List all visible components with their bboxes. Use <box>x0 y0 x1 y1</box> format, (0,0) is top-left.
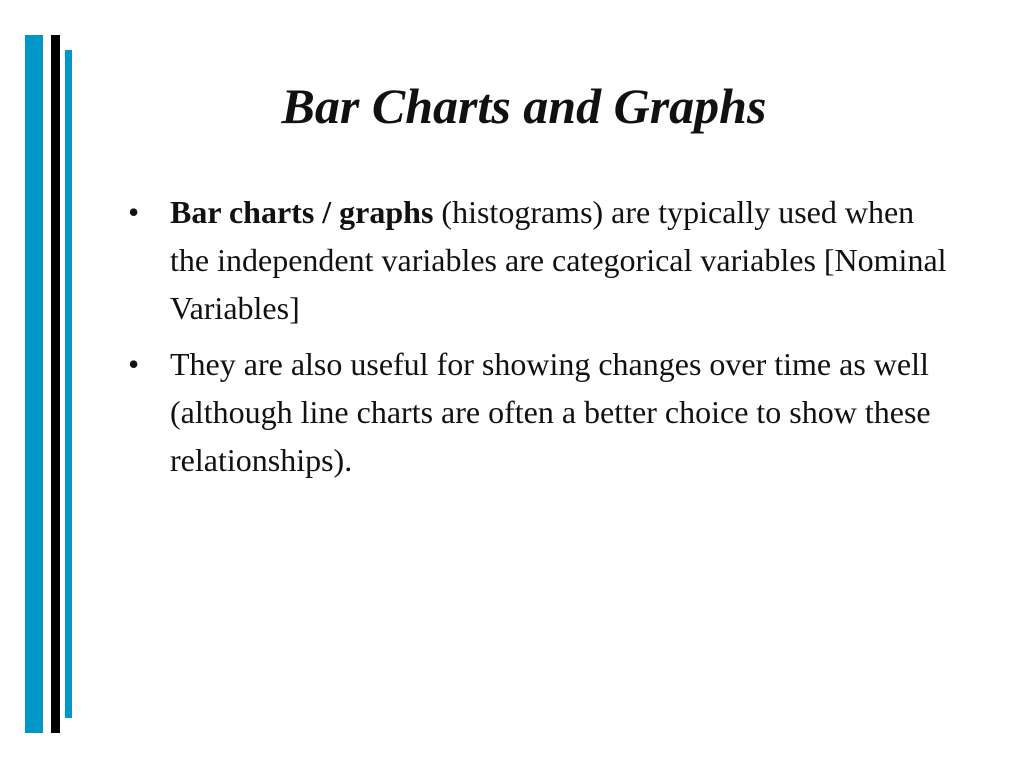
slide-title: Bar Charts and Graphs <box>281 78 767 134</box>
decorative-stripe-black <box>51 35 60 733</box>
bullet-marker: • <box>128 194 140 230</box>
bullet-item <box>128 188 958 332</box>
bullet-text: (histograms) are typically used when the independent variables are categorical variables [Nominal Variables] <box>170 194 947 326</box>
decorative-stripe-blue-thin <box>65 50 72 718</box>
decorative-stripe-blue-wide <box>25 35 43 733</box>
bullet-bold-text: Bar charts / graphs <box>170 194 434 230</box>
bullet-list <box>128 188 958 492</box>
bullet-text: They are also useful for showing changes over time as well (although line charts are often a better choice to show these relationships). <box>170 346 931 478</box>
bullet-item <box>128 340 958 484</box>
bullet-marker: • <box>128 346 140 382</box>
